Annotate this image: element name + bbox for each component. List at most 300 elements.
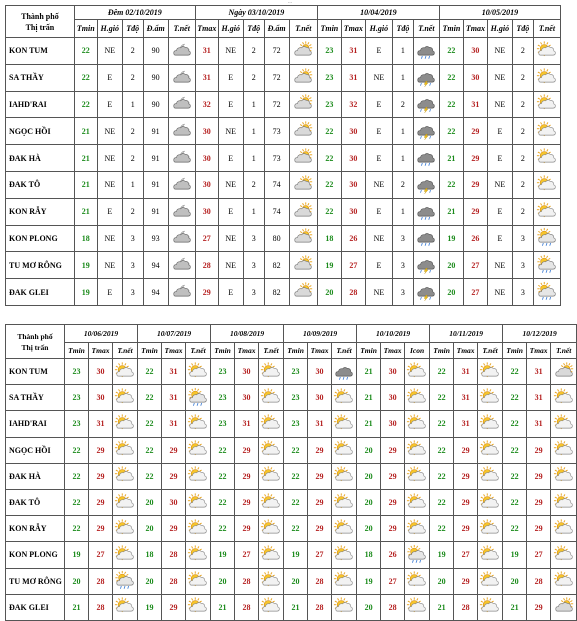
wind-speed: 2 (512, 91, 533, 118)
tmax-value: 29 (381, 489, 405, 515)
tmin-value: 21 (74, 198, 97, 225)
tmin-value: 19 (74, 279, 97, 306)
tmax-value: 29 (381, 516, 405, 542)
tmin-value: 19 (211, 542, 235, 568)
weather-icon-cell (332, 542, 357, 568)
wind-direction: NE (365, 279, 392, 306)
column-header: Tmin (65, 343, 89, 359)
tmax-value: 26 (381, 542, 405, 568)
tmax-value: 28 (89, 568, 113, 594)
weather-icon-cell (186, 489, 211, 515)
column-header: T.nết (478, 343, 503, 359)
sun-cloud-icon (187, 519, 209, 539)
humidity: 72 (264, 64, 289, 91)
column-header: Tđộ (512, 20, 533, 38)
tmax-value: 29 (235, 463, 259, 489)
weather-icon-cell (533, 279, 560, 306)
weather-icon-cell (551, 542, 577, 568)
sun-cloud-icon (187, 493, 209, 513)
city-name: SA THẦY (6, 385, 65, 411)
city-name: KON TUM (6, 359, 65, 385)
column-header: Tmin (74, 20, 97, 38)
column-header: T.nết (289, 20, 317, 38)
wind-direction: E (97, 198, 122, 225)
humidity: 82 (264, 279, 289, 306)
wind-direction: NE (97, 118, 122, 145)
table-row (6, 437, 577, 463)
tmin-value: 22 (439, 171, 463, 198)
column-header: T.nết (186, 343, 211, 359)
tmin-value: 19 (284, 542, 308, 568)
humidity: 93 (143, 225, 168, 252)
tmin-value: 20 (284, 568, 308, 594)
sun-cloud-icon (553, 571, 575, 591)
weather-icon-cell (113, 359, 138, 385)
tmin-value: 22 (138, 385, 162, 411)
sun-cloud-icon (553, 440, 575, 460)
column-header: Tmax (89, 343, 113, 359)
weather-icon-cell (478, 411, 503, 437)
tmax-value: 27 (454, 542, 478, 568)
humidity: 90 (143, 91, 168, 118)
city-column-header (6, 325, 65, 359)
tmin-value: 22 (439, 118, 463, 145)
tmax-value: 28 (381, 594, 405, 620)
wind-speed: 3 (392, 252, 413, 279)
tmin-value: 20 (357, 489, 381, 515)
sun-cloud-icon (260, 362, 282, 382)
wind-direction: E (97, 91, 122, 118)
tmax-value: 30 (381, 385, 405, 411)
tmax-value: 30 (162, 489, 186, 515)
tmax-value: 31 (341, 64, 365, 91)
wind-direction: NE (97, 252, 122, 279)
sun-cloud-icon (333, 388, 355, 408)
cloud-rain-icon (415, 228, 437, 248)
cloud-thunder-icon (415, 68, 437, 88)
tmin-value: 22 (284, 463, 308, 489)
wind-speed: 2 (243, 171, 264, 198)
sun-cloud-icon (333, 597, 355, 617)
sun-cloud-icon (333, 414, 355, 434)
tmax-value: 28 (527, 568, 551, 594)
cloud-sun-icon (292, 175, 314, 195)
wind-direction: NE (487, 171, 512, 198)
tmin-value: 20 (439, 279, 463, 306)
tmax-value: 29 (454, 516, 478, 542)
tmax-value: 30 (89, 359, 113, 385)
sun-cloud-icon (479, 362, 501, 382)
tmax-value: 30 (308, 359, 332, 385)
humidity: 74 (264, 171, 289, 198)
wind-direction: E (365, 91, 392, 118)
humidity: 82 (264, 252, 289, 279)
sun-cloud-icon (260, 440, 282, 460)
sun-cloud-icon (553, 414, 575, 434)
sun-cloud-icon (536, 202, 558, 222)
sun-cloud-icon (187, 597, 209, 617)
sun-cloud-icon (114, 414, 136, 434)
tmin-value: 20 (138, 568, 162, 594)
wind-speed: 1 (243, 198, 264, 225)
wind-direction: NE (218, 225, 243, 252)
column-header: Tmax (195, 20, 218, 38)
city-name: SA THẦY (6, 64, 75, 91)
sun-cloud-icon (479, 545, 501, 565)
tmax-value: 30 (235, 359, 259, 385)
tmax-value: 29 (162, 463, 186, 489)
tmax-value: 27 (463, 279, 487, 306)
tmax-value: 27 (89, 542, 113, 568)
weather-icon-cell (533, 171, 560, 198)
tmax-value: 31 (162, 385, 186, 411)
weather-icon-cell (289, 38, 317, 65)
table-row (6, 516, 577, 542)
tmin-value: 20 (357, 516, 381, 542)
weather-icon-cell (168, 64, 195, 91)
tmin-value: 18 (357, 542, 381, 568)
weather-icon-cell (551, 516, 577, 542)
wind-direction: NE (218, 252, 243, 279)
tmax-value: 30 (195, 145, 218, 172)
tmin-value: 22 (439, 64, 463, 91)
city-name: ĐAK TÔ (6, 171, 75, 198)
weather-icon-cell (405, 542, 430, 568)
humidity: 91 (143, 171, 168, 198)
sun-cloud-icon (333, 440, 355, 460)
tmax-value: 29 (308, 489, 332, 515)
wind-direction: NE (97, 171, 122, 198)
sun-cloud-icon (260, 388, 282, 408)
weather-icon-cell (332, 594, 357, 620)
tmin-value: 22 (430, 437, 454, 463)
sun-cloud-icon (187, 571, 209, 591)
weather-icon-cell (186, 359, 211, 385)
wind-speed: 2 (392, 91, 413, 118)
sun-cloud-icon (479, 466, 501, 486)
city-name: ĐAK TÔ (6, 489, 65, 515)
tmax-value: 31 (454, 385, 478, 411)
table-row (6, 64, 561, 91)
tmax-value: 30 (195, 118, 218, 145)
tmin-value: 22 (138, 463, 162, 489)
table-row (6, 145, 561, 172)
weather-icon-cell (478, 568, 503, 594)
weather-icon-cell (332, 489, 357, 515)
tmin-value: 23 (211, 385, 235, 411)
humidity: 72 (264, 38, 289, 65)
header-note: ... (288, 0, 292, 5)
tmax-value: 28 (235, 594, 259, 620)
tmin-value: 18 (74, 225, 97, 252)
weather-icon-cell (168, 38, 195, 65)
date-header: Đêm 02/10/2019 (74, 6, 195, 20)
wind-speed: 2 (512, 38, 533, 65)
weather-icon-cell (478, 516, 503, 542)
column-header: Tmin (211, 343, 235, 359)
tmin-value: 22 (430, 385, 454, 411)
city-name: KON TUM (6, 38, 75, 65)
tmax-value: 29 (463, 198, 487, 225)
tmin-value: 22 (439, 91, 463, 118)
sun-cloud-icon (260, 519, 282, 539)
tmin-value: 22 (211, 463, 235, 489)
wind-direction: E (218, 145, 243, 172)
tmax-value: 29 (162, 594, 186, 620)
sun-cloud-icon (536, 94, 558, 114)
weather-icon-cell (289, 225, 317, 252)
weather-icon-cell (186, 463, 211, 489)
weather-icon-cell (113, 411, 138, 437)
tmax-value: 31 (463, 91, 487, 118)
weather-icon-cell (405, 385, 430, 411)
weather-icon-cell (478, 437, 503, 463)
wind-direction: E (487, 198, 512, 225)
tmin-value: 19 (138, 594, 162, 620)
cloud-rain-icon (415, 148, 437, 168)
weather-icon-cell (289, 279, 317, 306)
tmin-value: 22 (317, 171, 341, 198)
sun-cloud-icon (260, 466, 282, 486)
weather-icon-cell (332, 437, 357, 463)
city-name: KON RẪY (6, 516, 65, 542)
wind-direction: NE (218, 118, 243, 145)
tmin-value: 21 (357, 385, 381, 411)
city-header-line1: Thành phố (17, 331, 53, 341)
weather-icon-cell (413, 252, 439, 279)
wind-direction: E (218, 64, 243, 91)
weather-icon-cell (259, 437, 284, 463)
tmin-value: 20 (138, 489, 162, 515)
weather-icon-cell (551, 463, 577, 489)
column-header: Tđộ (243, 20, 264, 38)
weather-icon-cell (551, 568, 577, 594)
table-row (6, 359, 577, 385)
table-row (6, 594, 577, 620)
humidity: 94 (143, 279, 168, 306)
weather-icon-cell (413, 91, 439, 118)
tmin-value: 22 (430, 359, 454, 385)
tmin-value: 22 (284, 489, 308, 515)
tmax-value: 31 (308, 411, 332, 437)
wind-direction: E (365, 198, 392, 225)
tmin-value: 20 (138, 516, 162, 542)
weather-icon-cell (332, 411, 357, 437)
tmax-value: 30 (463, 38, 487, 65)
date-header: 10/06/2019 (65, 325, 138, 343)
tmax-value: 28 (162, 542, 186, 568)
column-header: Tmax (235, 343, 259, 359)
wind-speed: 2 (392, 171, 413, 198)
tmax-value: 29 (195, 279, 218, 306)
weather-icon-cell (259, 385, 284, 411)
city-name: IAHD'RAI (6, 411, 65, 437)
weather-icon-cell (259, 594, 284, 620)
tmax-value: 29 (235, 437, 259, 463)
tmin-value: 18 (317, 225, 341, 252)
weather-icon-cell (289, 252, 317, 279)
sun-cloud-icon (114, 493, 136, 513)
wind-speed: 2 (122, 198, 143, 225)
humidity: 90 (143, 64, 168, 91)
tmax-value: 27 (308, 542, 332, 568)
tmin-value: 20 (211, 568, 235, 594)
humidity: 91 (143, 118, 168, 145)
tmin-value: 22 (503, 359, 527, 385)
date-header: 10/09/2019 (284, 325, 357, 343)
table-row (6, 171, 561, 198)
tmax-value: 29 (463, 171, 487, 198)
tmin-value: 23 (317, 91, 341, 118)
tmax-value: 32 (341, 91, 365, 118)
wind-direction: E (365, 38, 392, 65)
tmin-value: 22 (503, 385, 527, 411)
tmin-value: 19 (357, 568, 381, 594)
date-header: 10/11/2019 (430, 325, 503, 343)
weather-icon-cell (168, 225, 195, 252)
sun-cloud-icon (479, 571, 501, 591)
tmin-value: 22 (65, 516, 89, 542)
column-header: Tmin (284, 343, 308, 359)
weather-icon-cell (259, 411, 284, 437)
weather-icon-cell (332, 463, 357, 489)
weather-icon-cell (533, 38, 560, 65)
wind-speed: 2 (122, 64, 143, 91)
wind-speed: 2 (122, 38, 143, 65)
tmax-value: 31 (527, 411, 551, 437)
tmin-value: 22 (317, 118, 341, 145)
sun-cloud-icon (260, 571, 282, 591)
weather-icon-cell (405, 411, 430, 437)
weather-icon-cell (186, 568, 211, 594)
sun-cloud-icon (187, 466, 209, 486)
humidity: 73 (264, 118, 289, 145)
tmin-value: 22 (65, 463, 89, 489)
column-header: Tđộ (392, 20, 413, 38)
tmax-value: 29 (454, 437, 478, 463)
tmin-value: 21 (74, 118, 97, 145)
weather-icon-cell (168, 279, 195, 306)
tmin-value: 22 (65, 489, 89, 515)
wind-speed: 3 (243, 252, 264, 279)
sun-rain-icon (406, 545, 428, 565)
sun-cloud-icon (406, 440, 428, 460)
sun-cloud-icon (187, 414, 209, 434)
weather-icon-cell (259, 463, 284, 489)
humidity: 91 (143, 145, 168, 172)
tmax-value: 29 (527, 463, 551, 489)
cloud-thunder-icon (415, 121, 437, 141)
weather-icon-cell (332, 516, 357, 542)
wind-direction: NE (97, 145, 122, 172)
column-header: Tđộ (122, 20, 143, 38)
sun-cloud-icon (333, 466, 355, 486)
column-header: H.gió (97, 20, 122, 38)
city-name: NGỌC HỒI (6, 118, 75, 145)
sun-cloud-icon (536, 148, 558, 168)
weather-icon-cell (186, 594, 211, 620)
tmax-value: 31 (235, 411, 259, 437)
sun-rain-icon (114, 571, 136, 591)
tmax-value: 31 (162, 359, 186, 385)
weather-icon-cell (113, 437, 138, 463)
sun-rain-icon (187, 388, 209, 408)
tmin-value: 20 (503, 568, 527, 594)
tmin-value: 22 (439, 38, 463, 65)
tmax-value: 30 (341, 145, 365, 172)
tmax-value: 30 (381, 359, 405, 385)
weather-icon-cell (259, 359, 284, 385)
tmin-value: 20 (430, 568, 454, 594)
wind-speed: 1 (392, 198, 413, 225)
tmax-value: 30 (341, 118, 365, 145)
tmax-value: 27 (463, 252, 487, 279)
tmin-value: 22 (503, 437, 527, 463)
weather-icon-cell (186, 437, 211, 463)
city-name: KON PLONG (6, 542, 65, 568)
sun-cloud-icon (260, 597, 282, 617)
tmax-value: 28 (341, 279, 365, 306)
tmax-value: 28 (195, 252, 218, 279)
wind-direction: E (218, 198, 243, 225)
weather-icon-cell (113, 542, 138, 568)
forecast-table-extended (5, 324, 577, 621)
wind-direction: NE (487, 64, 512, 91)
cloud-sun-icon (292, 148, 314, 168)
tmin-value: 22 (503, 489, 527, 515)
wind-direction: E (365, 145, 392, 172)
sun-cloud-icon (333, 545, 355, 565)
wind-direction: E (365, 252, 392, 279)
tmax-value: 29 (235, 516, 259, 542)
weather-icon-cell (113, 568, 138, 594)
sun-cloud-icon (114, 597, 136, 617)
weather-icon-cell (405, 463, 430, 489)
tmin-value: 21 (357, 359, 381, 385)
tmax-value: 28 (235, 568, 259, 594)
city-name: TU MƠ RÔNG (6, 568, 65, 594)
wind-direction: E (97, 64, 122, 91)
tmax-value: 29 (308, 463, 332, 489)
weather-icon-cell (332, 359, 357, 385)
wind-speed: 1 (392, 145, 413, 172)
weather-icon-cell (551, 594, 577, 620)
wind-speed: 1 (392, 38, 413, 65)
tmin-value: 19 (503, 542, 527, 568)
tmax-value: 31 (195, 64, 218, 91)
tmin-value: 21 (357, 411, 381, 437)
tmax-value: 29 (235, 489, 259, 515)
weather-icon-cell (332, 568, 357, 594)
tmax-value: 28 (308, 568, 332, 594)
tmax-value: 27 (195, 225, 218, 252)
city-column-header (6, 6, 75, 38)
sun-rain-icon (536, 255, 558, 275)
column-header: Đ.ẩm (264, 20, 289, 38)
weather-icon-cell (113, 594, 138, 620)
weather-icon-cell (478, 463, 503, 489)
date-header: 10/07/2019 (138, 325, 211, 343)
weather-icon-cell (113, 516, 138, 542)
city-name: NGỌC HỒI (6, 437, 65, 463)
weather-icon-cell (551, 437, 577, 463)
wind-speed: 2 (122, 118, 143, 145)
column-header: H.gió (487, 20, 512, 38)
wind-direction: NE (97, 38, 122, 65)
sun-cloud-icon (479, 597, 501, 617)
column-header: T.nết (168, 20, 195, 38)
weather-icon-cell (478, 489, 503, 515)
